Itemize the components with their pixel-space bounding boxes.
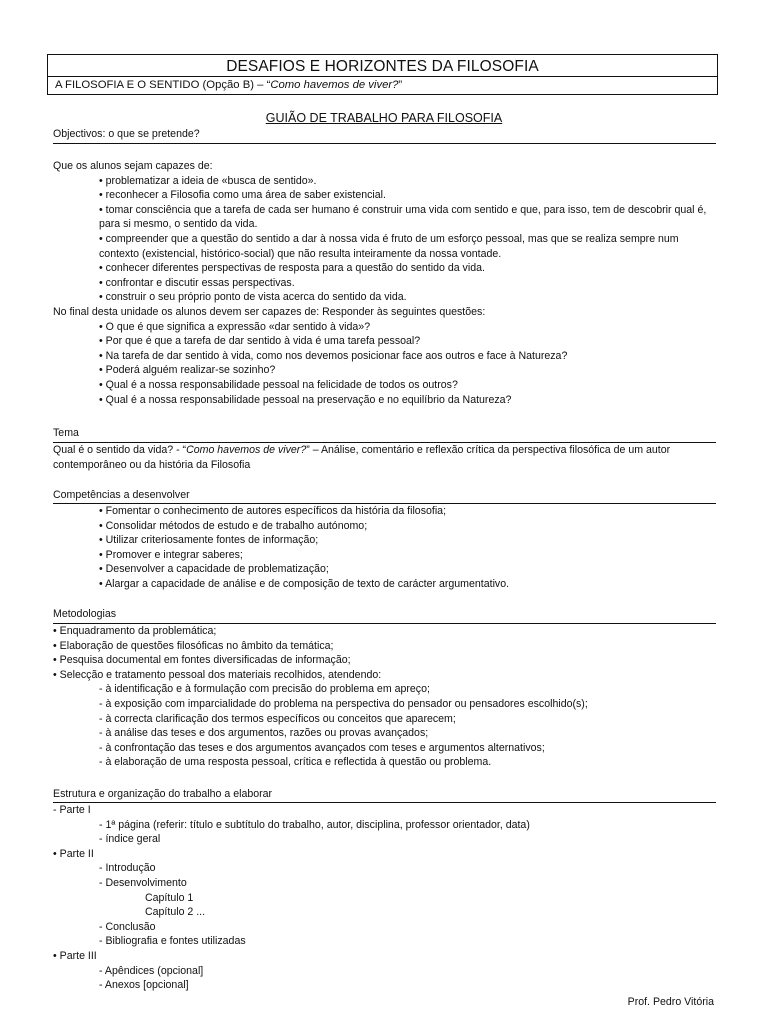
objective-item: • confrontar e discutir essas perspectivas. <box>99 276 295 289</box>
objective-item: • problematizar a ideia de «busca de sentido». <box>99 174 317 187</box>
document-subtitle: A FILOSOFIA E O SENTIDO (Opção B) – “Como havemos de viver?” <box>55 79 403 91</box>
competency-item: • Utilizar criteriosamente fontes de informação; <box>99 534 319 547</box>
question-item: • Qual é a nossa responsabilidade pessoal na preservação e no equilíbrio da Natureza? <box>99 393 512 406</box>
methodology-subitem: - à exposição com imparcialidade do problema na perspectiva do pensador ou pensadores escolhido(s); <box>99 697 588 710</box>
document-title: DESAFIOS E HORIZONTES DA FILOSOFIA <box>226 58 539 75</box>
question-item: • O que é que significa a expressão «dar sentido à vida»? <box>99 320 371 333</box>
question-item: • Por que é que a tarefa de dar sentido à vida é uma tarefa pessoal? <box>99 335 421 348</box>
objectives-intro: Que os alunos sejam capazes de: <box>53 160 213 172</box>
methodology-item: • Enquadramento da problemática; <box>53 625 217 637</box>
structure-item: - Apêndices (opcional] <box>99 964 204 977</box>
question-item: • Na tarefa de dar sentido à vida, como nos devemos posicionar face aos outros e face à Natureza? <box>99 349 568 362</box>
objective-item-continuation: para si mesmo, o sentido da vida. <box>99 218 258 231</box>
structure-item: - Introdução <box>99 862 156 875</box>
methodology-subitem: - à confrontação das teses e dos argumentos avançados com teses e argumentos alternativos; <box>99 741 545 754</box>
objectives-rule <box>53 143 716 144</box>
methodology-subitem: - à identificação e à formulação com precisão do problema em apreço; <box>99 683 430 696</box>
objective-item: • tomar consciência que a tarefa de cada ser humano é construir uma vida com sentido e que, para isso, tem de descobrir qual é, <box>99 203 707 216</box>
methodology-item: • Selecção e tratamento pessoal dos materiais recolhidos, atendendo: <box>53 668 382 681</box>
structure-heading: Estrutura e organização do trabalho a elaborar <box>53 788 273 800</box>
structure-item: - Anexos [opcional] <box>99 979 189 992</box>
methodology-subitem: - à elaboração de uma resposta pessoal, crítica e reflectida à questão ou problema. <box>99 756 492 769</box>
methodologies-section <box>53 624 716 770</box>
methodologies-heading: Metodologias <box>53 608 117 620</box>
structure-part-2: • Parte II <box>53 847 94 860</box>
header-box <box>47 54 718 95</box>
methodology-item: • Pesquisa documental em fontes diversificadas de informação; <box>53 654 351 667</box>
objective-item: • construir o seu próprio ponto de vista acerca do sentido da vida. <box>99 291 407 304</box>
structure-item: - Conclusão <box>99 920 156 933</box>
question-item: • Qual é a nossa responsabilidade pessoal na felicidade de todos os outros? <box>99 378 458 391</box>
competencies-section <box>53 504 716 592</box>
header-divider <box>48 76 717 77</box>
objective-item-continuation: contexto (existencial, histórico-social) que não resulta inteiramente da nossa vontade. <box>99 247 502 260</box>
structure-section <box>53 803 716 993</box>
objectives-section <box>53 159 716 407</box>
competency-item: • Alargar a capacidade de análise e de composição de texto de carácter argumentativo. <box>99 577 510 590</box>
theme-text-line1: Qual é o sentido da vida? - “Como havemos de viver?” – Análise, comentário e reflexão crítica da perspectiva filosófica de um autor <box>53 444 671 456</box>
competency-item: • Promover e integrar saberes; <box>99 548 243 561</box>
structure-part-3: • Parte III <box>53 949 97 962</box>
structure-item: - índice geral <box>99 833 161 846</box>
objective-item: • conhecer diferentes perspectivas de resposta para a questão do sentido da vida. <box>99 262 485 275</box>
author-signature: Prof. Pedro Vitória <box>627 996 714 1008</box>
structure-chapter: Capítulo 1 <box>145 891 194 904</box>
guide-title: GUIÃO DE TRABALHO PARA FILOSOFIA <box>265 111 503 125</box>
structure-item: - Bibliografia e fontes utilizadas <box>99 935 246 948</box>
methodology-subitem: - à análise das teses e dos argumentos, razões ou provas avançados; <box>99 727 429 740</box>
methodology-item: • Elaboração de questões filosóficas no âmbito da temática; <box>53 639 334 652</box>
structure-item: - 1ª página (referir: título e subtítulo do trabalho, autor, disciplina, professor orientador, data) <box>99 818 530 831</box>
structure-part-1: - Parte I <box>53 804 91 816</box>
objective-item: • reconhecer a Filosofia como uma área de saber existencial. <box>99 189 386 202</box>
competency-item: • Desenvolver a capacidade de problematização; <box>99 563 329 576</box>
question-item: • Poderá alguém realizar-se sozinho? <box>99 364 276 377</box>
structure-item: - Desenvolvimento <box>99 876 187 889</box>
objective-item: • compreender que a questão do sentido a dar à nossa vida é fruto de um esforço pessoal, mas que se realiza sempre num <box>99 232 679 245</box>
theme-section <box>53 443 716 472</box>
methodology-subitem: - à correcta clarificação dos termos específicos ou conceitos que aparecem; <box>99 712 456 725</box>
theme-heading: Tema <box>53 427 79 439</box>
questions-intro: No final desta unidade os alunos devem ser capazes de: Responder às seguintes questões: <box>53 305 486 318</box>
competency-item: • Fomentar o conhecimento de autores específicos da história da filosofia; <box>99 505 447 517</box>
structure-chapter: Capítulo 2 ... <box>145 906 206 919</box>
objectives-heading: Objectivos: o que se pretende? <box>53 128 200 140</box>
theme-text-line2: contemporâneo ou da história da Filosofia <box>53 458 251 471</box>
competency-item: • Consolidar métodos de estudo e de trabalho autónomo; <box>99 519 368 532</box>
competencies-heading: Competências a desenvolver <box>53 489 190 501</box>
